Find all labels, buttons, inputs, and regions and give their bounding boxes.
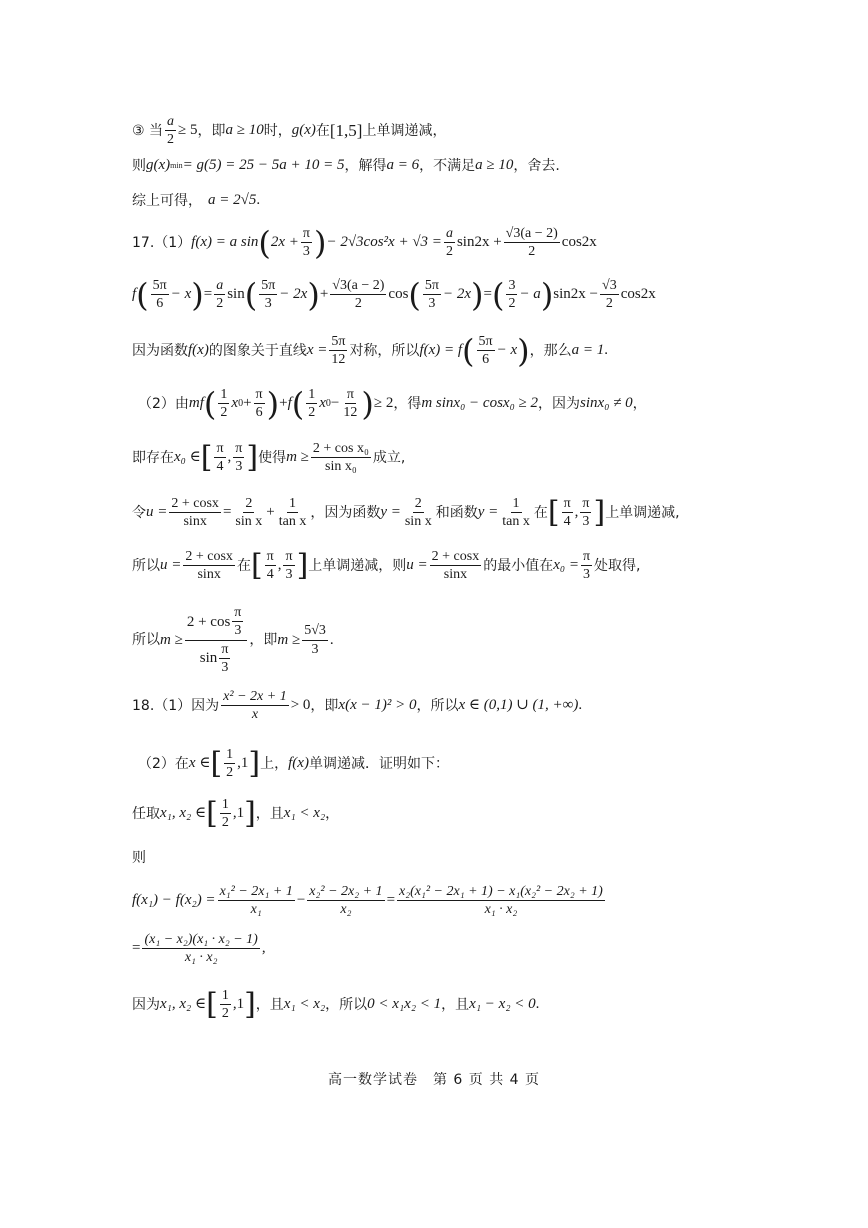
then-text: ，即 — [310, 697, 339, 714]
vars-in: x₁, x₂ ∈ — [160, 805, 207, 822]
denominator: sinx — [443, 567, 468, 583]
case3-mid: ，即 — [197, 122, 226, 139]
cos: cos — [388, 286, 409, 303]
numerator: 2 + cosx — [430, 549, 482, 566]
p18-line-1 — [132, 689, 582, 723]
numerator: 5π — [259, 278, 277, 295]
numerator: 1 — [511, 496, 522, 513]
mf: mf — [188, 395, 204, 412]
numerator: 5π — [151, 278, 169, 295]
numerator: x₁² − 2x₁ + 1 — [218, 884, 295, 901]
pi-over-12 — [341, 387, 359, 421]
conclusion-eq: a = 2√5 — [208, 192, 257, 208]
and-func-text: 和函数 — [435, 504, 478, 521]
conclusion-line — [132, 193, 260, 208]
f-symbol: f — [132, 286, 137, 303]
denominator-text: sin — [199, 650, 218, 667]
2-over-sinx — [403, 496, 434, 530]
y-eq: y = — [477, 504, 499, 521]
denominator: 3 — [311, 641, 319, 657]
denominator: sin x — [404, 514, 432, 530]
denominator: 3 — [428, 296, 436, 312]
f-x2-fraction — [307, 884, 384, 918]
5pi-over-6 — [151, 278, 169, 312]
3-over-2 — [506, 278, 517, 312]
p18-because-line: 因为 x₁, x₂ ∈ [ $\frac{1}{2}$ ,1 ] ，且 x₁ < x₂ ，所以 0 < x₁x₂ < 1 ，且 x₁ − x₂ < 0 . — [132, 986, 540, 1022]
p18-ineq: x(x − 1)² > 0 — [338, 697, 417, 714]
f-symbol: f — [287, 395, 292, 412]
1-over-2 — [220, 988, 231, 1022]
p17-line-3: 因为函数 f(x) 的图象关于直线 x = $\frac{5\pi}{12}$ 对称，所以 f(x) = f ( $\frac{5\pi}{6}$ − x ) ，那么 a = 1 . — [132, 331, 608, 370]
pi-over-4 — [265, 549, 276, 583]
numerator: π — [214, 441, 225, 458]
decreasing-text: 上单调递减, — [605, 504, 680, 521]
combined-fraction — [397, 884, 605, 918]
denominator: 2 — [445, 244, 453, 260]
denominator: 2 — [528, 244, 536, 260]
denominator: x₁ · x₂ — [184, 950, 218, 966]
denominator: x₁ — [250, 902, 262, 918]
then-label: 则 — [132, 850, 146, 866]
denominator: tan x — [278, 514, 307, 530]
numerator: 1 — [287, 496, 298, 513]
cos-over-sin-fraction — [311, 441, 371, 475]
x0: x — [231, 395, 239, 412]
p17-line-1: 17.（1） f(x) = a sin ( 2x + $\frac{\pi}{3}$ ) − 2√3cos²x + √3 = $\frac{a}{2}$ sin2x + $\frac{√3(a - 2)}{2}$ cos2x — [132, 223, 597, 262]
conclusion-end: . — [256, 192, 261, 208]
minus-2x: − 2x — [279, 286, 308, 303]
p18-factored-line — [132, 932, 266, 966]
numerator: π — [301, 226, 312, 243]
comma: ， — [325, 805, 340, 822]
denominator: 6 — [255, 405, 263, 421]
comma: ， — [632, 395, 647, 412]
because-func-text: ，因为函数 — [310, 504, 381, 521]
5pi-over-12 — [329, 334, 347, 368]
denominator: 2 — [221, 815, 229, 831]
a-over-2 — [214, 278, 225, 312]
pi-over-3 — [232, 605, 243, 639]
q2-inequality: m sinx₀ − cosx₀ ≥ 2 — [421, 395, 539, 412]
pi-over-3 — [580, 496, 591, 530]
u-eq: u = — [160, 557, 182, 574]
numerator: 3 — [506, 278, 517, 295]
1-over-2 — [224, 747, 235, 781]
gmin-rest: = g(5) = 25 − 5a + 10 = 5 — [182, 157, 345, 173]
p17-sin2x: sin2x + — [456, 234, 502, 251]
make-text: 使得 — [258, 449, 287, 466]
numerator: √3(a − 2) — [330, 278, 386, 295]
fx: f(x) — [288, 755, 309, 772]
case3-line — [132, 114, 446, 148]
x0: x — [319, 395, 326, 412]
ge-5: ≥ 5 — [178, 122, 198, 139]
then-text: ，即 — [249, 632, 278, 649]
gmin-end: ，舍去. — [513, 157, 560, 174]
denominator: 2 — [226, 765, 234, 781]
denominator: x — [251, 707, 259, 723]
p17-head: 17.（1） — [132, 234, 192, 251]
denominator: x₂ — [340, 902, 352, 918]
in-text: 在 — [533, 504, 548, 521]
x1-lt-x2: x₁ < x₂ — [283, 996, 326, 1013]
because-text: 因为函数 — [132, 342, 188, 359]
p17-q2-line: （2）由 mf ( $\frac{1}{2}$ x 0 + $\frac{\pi}{6}$ ) + f ( $\frac{1}{2}$ x 0 − $\frac{\pi}{12}$ ) ≥ 2 ，得 m sinx₀ − cosx₀ ≥ 2 ，因为 sinx₀ ≠ 0 ， — [138, 384, 647, 423]
a-over-2-fraction — [165, 114, 176, 148]
x-eq: x = — [306, 342, 328, 359]
1-over-tanx — [500, 496, 532, 530]
numerator-text: 2 + cos — [186, 613, 231, 630]
case3-g: g(x) — [291, 122, 316, 139]
numerator: 1 — [220, 988, 231, 1005]
denominator: 2 — [221, 1006, 229, 1022]
p17-cos2x: cos2x — [561, 234, 597, 251]
ge-2: ≥ 2 — [373, 395, 394, 412]
in-text: 在 — [236, 557, 251, 574]
q2-head: （2）由 — [138, 395, 189, 412]
plus: + — [319, 286, 329, 303]
pi-over-4 — [214, 441, 225, 475]
because-text: 因为 — [132, 996, 160, 1013]
x1-lt-x2: x₁ < x₂ — [283, 805, 326, 822]
p18-diff-line — [132, 884, 607, 918]
pi-over-3 — [233, 441, 244, 475]
5pi-over-6 — [477, 334, 495, 368]
denominator: sinx — [197, 567, 221, 583]
on-text: 上， — [260, 755, 289, 772]
sin2x: sin2x − — [553, 286, 599, 303]
p18-take-line: 任取 x₁, x₂ ∈ [ $\frac{1}{2}$ ,1 ] ，且 x₁ < x₂ ， — [132, 795, 340, 831]
p17-so-line: 所以 u = $\frac{2 + \cos x}{\sin x}$ 在 [ $\frac{\pi}{4}$ , $\frac{\pi}{3}$ ] 上单调递减，则 u = $\frac{2 + \cos x}{\sin x}$ 的最小值在 x₀ = $\frac{\pi}{3}$ 处取得, — [132, 547, 641, 583]
equals: = — [203, 286, 213, 303]
sqrt3-over-2 — [600, 278, 619, 312]
denominator: 4 — [563, 514, 571, 530]
a-eq-1: a = 1 — [571, 342, 605, 359]
denominator: 2 — [216, 296, 224, 312]
numerator: π — [232, 605, 243, 622]
because-text: ，因为 — [538, 395, 581, 412]
m-ge: m ≥ — [160, 631, 183, 648]
and-text: ，且 — [255, 996, 284, 1013]
denominator: sin x — [235, 514, 263, 530]
u-eq: u = — [146, 504, 168, 521]
decreasing-then-text: 上单调递减，则 — [308, 557, 407, 574]
denominator: 3 — [234, 623, 242, 639]
x0-in: x₀ ∈ — [174, 449, 201, 466]
pi-over-3 — [283, 549, 294, 583]
vars-in: x₁, x₂ ∈ — [160, 996, 207, 1013]
period: . — [329, 631, 334, 648]
pi-over-3 — [581, 549, 592, 583]
denominator: 3 — [221, 660, 229, 676]
numerator: π — [345, 387, 356, 404]
gmin-mid: ，解得 — [344, 157, 387, 174]
min-text: 的最小值在 — [483, 557, 554, 574]
2-over-sinx — [233, 496, 264, 530]
gmin-mid2: ，不满足 — [419, 157, 476, 174]
numerator: a — [444, 226, 455, 243]
pi-over-3 — [301, 226, 312, 260]
5pi-over-3 — [423, 278, 441, 312]
quadratic-over-x — [221, 689, 289, 723]
denominator: 2 — [308, 405, 316, 421]
diff-lhs: f(x₁) − f(x₂) = — [132, 892, 216, 909]
numerator: π — [562, 496, 573, 513]
plus: + — [243, 395, 252, 412]
gmin-g: g(x) — [146, 157, 171, 173]
gt-0: > 0 — [290, 697, 311, 714]
denominator: 3 — [582, 514, 590, 530]
get-text: ，得 — [393, 395, 422, 412]
numerator: x₂(x₁² − 2x₁ + 1) − x₁(x₂² − 2x₂ + 1) — [397, 884, 605, 901]
m-ge: m ≥ — [286, 449, 309, 466]
case3-end: 上单调递减， — [362, 122, 447, 139]
p17-m-line — [132, 605, 334, 676]
case3-interval: [1,5] — [329, 121, 363, 141]
numerator: a — [165, 114, 176, 131]
u-fraction — [169, 496, 221, 530]
and-text: ，且 — [441, 996, 470, 1013]
gmin-line — [132, 158, 560, 173]
numerator: π — [233, 441, 244, 458]
case3-in: 在 — [315, 122, 330, 139]
denominator: 3 — [235, 459, 243, 475]
minus-x: − x — [170, 286, 192, 303]
gmin-a: a = 6 — [386, 157, 420, 173]
denominator: 3 — [302, 244, 310, 260]
gmin-cond: a ≥ 10 — [475, 157, 514, 173]
case3-cond: a ≥ 10 — [225, 122, 264, 139]
f-x1-fraction — [218, 884, 295, 918]
pi-over-4 — [562, 496, 573, 530]
proof-text: 单调递减．证明如下： — [308, 755, 449, 772]
q2-head: （2）在 — [138, 755, 189, 772]
numerator: π — [283, 549, 294, 566]
symmetric-text: 对称，所以 — [349, 342, 420, 359]
pi-over-6 — [254, 387, 265, 421]
numerator: 2 + cosx — [183, 549, 235, 566]
then-text: ，那么 — [529, 342, 572, 359]
numerator: 2 — [413, 496, 424, 513]
page-footer: 高一数学试卷 第 6 页 共 4 页 — [327, 1072, 541, 1088]
numerator: 1 — [220, 797, 231, 814]
sqrt3a2-over-2 — [330, 278, 386, 312]
domain-set: x ∈ (0,1) ∪ (1, +∞) — [458, 697, 579, 714]
so-text: 所以 — [132, 632, 160, 649]
numerator: π — [254, 387, 265, 404]
denominator: 12 — [343, 405, 358, 421]
so-text: ，所以 — [416, 697, 459, 714]
diff-ineq: x₁ − x₂ < 0 — [469, 996, 536, 1013]
a-over-2 — [444, 226, 455, 260]
graph-text: 的图象关于直线 — [208, 342, 307, 359]
gmin-prefix: 则 — [132, 157, 146, 174]
numerator: 2 + cos x₀ — [311, 441, 371, 458]
numerator: (x₁ − x₂)(x₁ · x₂ − 1) — [142, 932, 259, 949]
case3-suffix: 时， — [263, 122, 292, 139]
denominator: 6 — [482, 352, 490, 368]
1-over-2 — [306, 387, 317, 421]
numerator: π — [581, 549, 592, 566]
5pi-over-3 — [259, 278, 277, 312]
m-bound-fraction — [185, 605, 248, 676]
denominator: 2 — [508, 296, 516, 312]
minus-2x: − 2x — [442, 286, 471, 303]
u-eq: u = — [406, 557, 428, 574]
p17-arg: 2x + — [270, 234, 299, 251]
denominator: x₁ · x₂ — [484, 902, 518, 918]
p18-then-line — [132, 851, 146, 865]
numerator: 1 — [224, 747, 235, 764]
gmin-sub: min — [170, 160, 183, 170]
period: . — [578, 697, 583, 714]
1-over-tanx — [277, 496, 309, 530]
minus-a: − a — [519, 286, 541, 303]
numerator: 2 — [243, 496, 254, 513]
sqrt3a2-over-2 — [504, 226, 560, 260]
equals: = — [386, 892, 396, 909]
conclusion-prefix: 综上可得， — [132, 192, 202, 209]
period: . — [604, 342, 608, 359]
u-fraction — [430, 549, 482, 583]
numerator: π — [580, 496, 591, 513]
sin: sin — [227, 286, 245, 303]
cos2x: cos2x — [620, 286, 656, 303]
denominator: sinx — [183, 514, 207, 530]
let-text: 令 — [132, 504, 146, 521]
holds-text: 成立, — [372, 449, 406, 466]
numerator: 1 — [218, 387, 229, 404]
u-fraction — [183, 549, 235, 583]
fx: f(x) — [188, 342, 209, 359]
case3-prefix: ③ 当 — [132, 122, 164, 139]
numerator: 5π — [423, 278, 441, 295]
numerator: a — [214, 278, 225, 295]
denominator: 4 — [266, 567, 274, 583]
numerator: 5π — [329, 334, 347, 351]
1-over-2 — [218, 387, 229, 421]
sin-ne-0: sinx₀ ≠ 0 — [580, 395, 633, 412]
denominator: 2 — [220, 405, 228, 421]
p17-f-lhs: f(x) = a sin — [191, 234, 259, 251]
comma: , — [261, 940, 266, 957]
so-text: 所以 — [132, 557, 160, 574]
denominator: 2 — [167, 132, 175, 148]
1-over-2 — [220, 797, 231, 831]
pi-over-3 — [219, 642, 230, 676]
p17-line-2: f ( $\frac{5\pi}{6}$ − x ) = $\frac{a}{2}$ sin ( $\frac{5\pi}{3}$ − 2x ) + $\frac{√3(a - 2)}{2}$ cos ( $\frac{5\pi}{3}$ − 2x ) = ( $\frac{3}{2}$ − a ) sin2x − $\frac{√3}{2}$ cos2x — [132, 275, 656, 314]
attained-text: 处取得, — [594, 557, 641, 574]
numerator: 1 — [306, 387, 317, 404]
minus: − — [296, 892, 306, 909]
denominator: sin x₀ — [325, 459, 357, 475]
denominator: 3 — [583, 567, 590, 583]
p17-u-line: 令 u = $\frac{2 + \cos x}{\sin x}$ = $\frac{2}{\text{sin x}}$ + $\frac{1}{\text{tan x}}$ ，因为函数 y = $\frac{2}{\text{sin x}}$ 和函数 y = $\frac{1}{\text{tan x}}$ 在 [ $\frac{\pi}{4}$ , $\frac{\pi}{3}$ ] 上单调递减, — [132, 494, 680, 530]
numerator: 5√3 — [302, 623, 328, 640]
denominator: 3 — [285, 567, 293, 583]
m-ge: m ≥ — [277, 631, 301, 648]
p17-exists-line: 即存在 x₀ ∈ [ $\frac{\pi}{4}$ , $\frac{\pi}{3}$ ] 使得 m ≥ $\frac{\text{2 + cos x₀}}{\text{sin x₀}}$ 成立, — [132, 439, 406, 475]
numerator: 5π — [477, 334, 495, 351]
denominator: 2 — [605, 296, 613, 312]
denominator: tan x — [502, 514, 530, 530]
numerator: √3(a − 2) — [504, 226, 560, 243]
denominator: 3 — [264, 296, 272, 312]
take-text: 任取 — [132, 805, 160, 822]
numerator: 2 + cosx — [169, 496, 221, 513]
denominator: 12 — [331, 352, 346, 368]
product-ineq: 0 < x₁x₂ < 1 — [367, 996, 442, 1013]
equals: = — [483, 286, 492, 303]
numerator: π — [265, 549, 276, 566]
p18-head: 18.（1）因为 — [132, 697, 220, 714]
equals: = — [132, 940, 141, 957]
x0-eq: x₀ = — [553, 557, 579, 574]
p18-q2-line: （2）在 x ∈ [ $\frac{1}{2}$ ,1 ] 上， f(x) 单调递减．证明如下： — [138, 745, 449, 781]
minus-x: − x — [496, 342, 518, 359]
p17-mid: − 2√3cos²x + √3 = — [326, 234, 442, 251]
5sqrt3-over-3 — [302, 623, 328, 657]
and-text: ，且 — [255, 805, 284, 822]
fx-eq-f: f(x) = f — [419, 342, 463, 359]
period: . — [535, 996, 540, 1013]
numerator: √3 — [600, 278, 619, 295]
factored-fraction — [142, 932, 259, 966]
exists-text: 即存在 — [132, 449, 174, 466]
denominator: 2 — [354, 296, 362, 312]
so-text: ，所以 — [325, 996, 368, 1013]
denominator: 4 — [216, 459, 224, 475]
denominator: 6 — [156, 296, 164, 312]
numerator: π — [219, 642, 230, 659]
x-in: x ∈ — [188, 755, 211, 772]
y-eq: y = — [380, 504, 401, 521]
numerator: x₂² − 2x₂ + 1 — [307, 884, 384, 901]
numerator: x² − 2x + 1 — [221, 689, 289, 706]
